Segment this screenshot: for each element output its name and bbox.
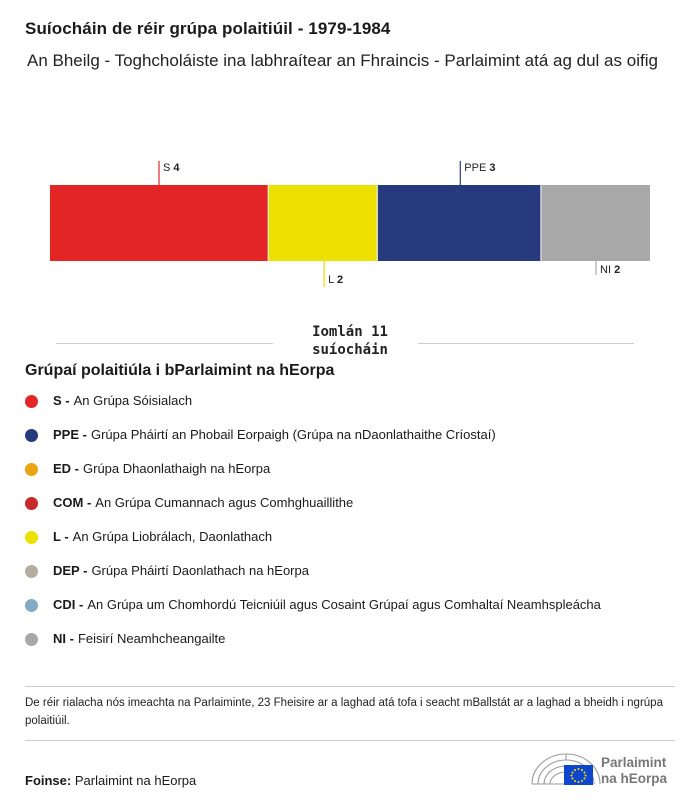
segment-code: S — [163, 162, 174, 174]
legend-item — [25, 629, 601, 663]
legend-dot-icon — [25, 429, 38, 442]
total-seats-value: Iomlán 11 — [312, 324, 388, 340]
legend-code: PPE - — [53, 427, 87, 442]
legend-code: COM - — [53, 495, 92, 510]
legend-dot-icon — [25, 497, 38, 510]
source-label: Foinse: — [25, 773, 72, 788]
source-value: Parlaimint na hEorpa — [74, 773, 197, 788]
legend-dot-icon — [25, 463, 38, 476]
chart-title: Suíocháin de réir grúpa polaitiúil - 1979-1984 — [25, 19, 391, 38]
total-divider-left — [56, 343, 273, 344]
legend-label: Grúpa Pháirtí an Phobail Eorpaigh (Grúpa na nDaonlathaithe Críostaí) — [90, 427, 496, 442]
bar-segment-ni — [541, 185, 650, 261]
legend-item — [25, 527, 601, 561]
bar-segment-s — [50, 185, 268, 261]
rules-note: De réir rialacha nós imeachta na Parlaiminte, 23 Fheisire ar a laghad atá tofa i seacht mBallstát ar a laghad a bheidh i ngrúpa polaitiúil. — [25, 686, 675, 741]
political-groups-legend — [25, 391, 601, 663]
segment-code: NI — [600, 264, 615, 276]
segment-label-ppe — [464, 162, 495, 174]
legend-code: CDI - — [53, 597, 84, 612]
legend-item — [25, 391, 601, 425]
segment-label-ni — [600, 264, 620, 276]
total-seats-unit: suíocháin — [312, 342, 388, 358]
total-divider-right — [418, 343, 634, 344]
segment-value: 2 — [336, 274, 344, 286]
segment-label-l — [328, 274, 343, 286]
segment-value: 3 — [489, 162, 496, 174]
legend-label: Grúpa Pháirtí Daonlathach na hEorpa — [91, 563, 309, 578]
legend-code: DEP - — [53, 563, 88, 578]
legend-item — [25, 561, 601, 595]
segment-code: PPE — [464, 162, 490, 174]
legend-title: Grúpaí polaitiúla i bParlaimint na hEorpa — [25, 362, 335, 379]
legend-dot-icon — [25, 531, 38, 544]
legend-code: NI - — [53, 631, 74, 646]
legend-code: ED - — [53, 461, 79, 476]
legend-code: L - — [53, 529, 69, 544]
legend-label: An Grúpa Cumannach agus Comhghuaillithe — [95, 495, 354, 510]
legend-item — [25, 425, 601, 459]
source-line — [25, 773, 196, 788]
legend-code: S - — [53, 393, 70, 408]
legend-item — [25, 459, 601, 493]
legend-label: Feisirí Neamhcheangailte — [77, 631, 226, 646]
legend-label: An Grúpa um Chomhordú Teicniúil agus Cosaint Grúpaí agus Comhaltaí Neamhspleácha — [87, 597, 601, 612]
legend-item — [25, 493, 601, 527]
legend-dot-icon — [25, 565, 38, 578]
legend-dot-icon — [25, 633, 38, 646]
logo-text-line2: na hEorpa — [601, 771, 668, 786]
legend-label: An Grúpa Sóisialach — [73, 393, 193, 408]
segment-value: 2 — [614, 264, 621, 276]
seats-stacked-bar-chart — [0, 150, 700, 300]
legend-dot-icon — [25, 599, 38, 612]
logo-text — [601, 755, 667, 787]
bar-segment-ppe — [377, 185, 541, 261]
legend-label: Grúpa Dhaonlathaigh na hEorpa — [83, 461, 271, 476]
logo-text-line1: Parlaimint — [601, 755, 667, 770]
chart-subtitle: An Bheilg - Toghcholáiste ina labhraítear an Fhraincis - Parlaimint atá ag dul as oifig — [27, 51, 658, 70]
legend-label: An Grúpa Liobrálach, Daonlathach — [72, 529, 273, 544]
legend-item — [25, 595, 601, 629]
bar-segment-l — [268, 185, 377, 261]
segment-code: L — [328, 274, 337, 286]
legend-dot-icon — [25, 395, 38, 408]
segment-label-s — [163, 162, 180, 174]
segment-value: 4 — [173, 162, 180, 174]
